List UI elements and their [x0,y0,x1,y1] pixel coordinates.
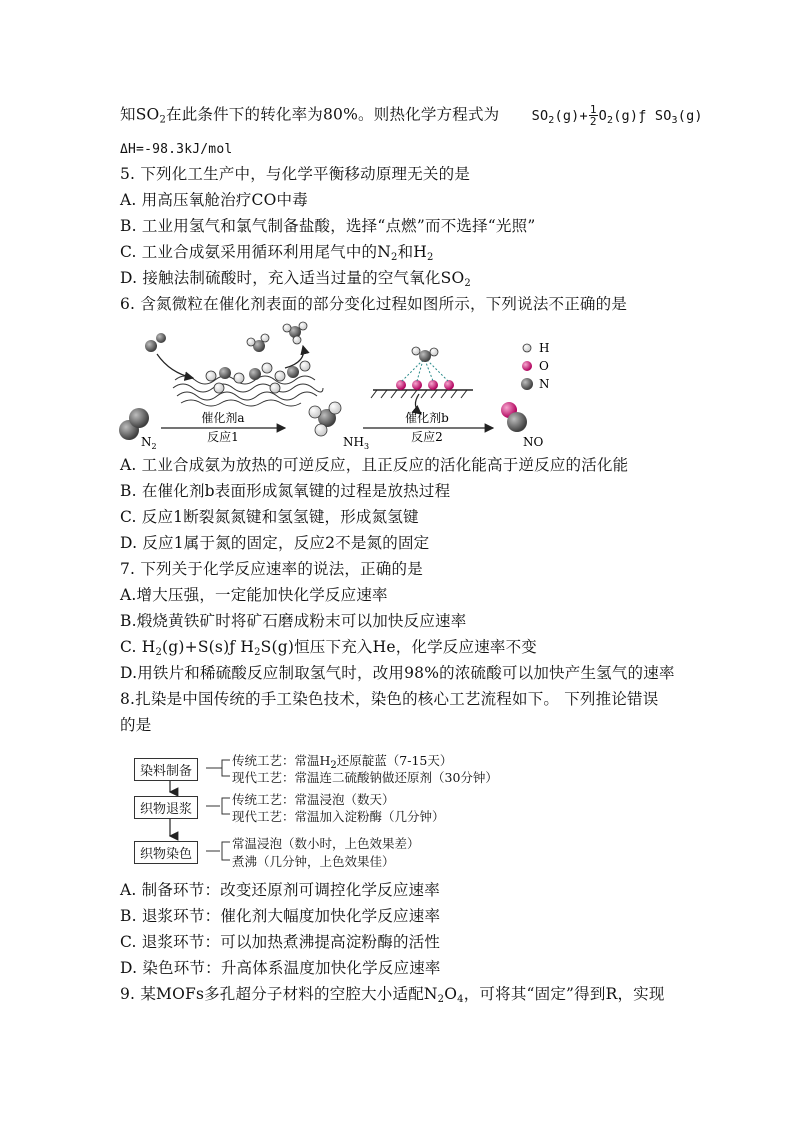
q8-option-a: A. 制备环节：改变还原剂可调控化学反应速率 [120,881,440,899]
flow-text-prep-modern: 现代工艺：常温连二硫酸钠做还原剂（30分钟） [232,770,498,785]
q7-option-a: A.增大压强，一定能加快化学反应速率 [120,586,388,604]
flow-text-prep-traditional: 传统工艺：常温$H_2$还原靛蓝（7-15天） [232,753,453,771]
fraction: $\frac{1}{2}$ [589,103,597,128]
label-reaction-2: 反应2 [411,430,443,444]
q8-stem-line1: 8.扎染是中国传统的手工染色技术，染色的核心工艺流程如下。 下列推论错误 [120,690,659,708]
thermo-equation: $SO_2(g)+$ $\frac{1}{2}$ $O_2(g)ƒ$ $SO_3(g)$ [531,103,703,128]
dye-process-flow [130,748,530,873]
legend [521,341,550,391]
intro-line: 知$SO_2$在此条件下的转化率为80%。则热化学方程式为 $SO_2(g)+$ $\frac{1}{2}$ $O_2(g)ƒ$ $SO_3(g)$ [120,103,703,128]
svg-text:O: O [539,359,549,373]
q7-stem: 7. 下列关于化学反应速率的说法，正确的是 [120,560,423,578]
svg-text:N: N [539,377,550,391]
q5-option-d: D. 接触法制硫酸时，充入适当过量的空气氧化$SO_2$ [120,269,471,289]
q5-option-b: B. 工业用氢气和氯气制备盐酸，选择“点燃”而不选择“光照” [120,217,536,235]
q8-option-c: C. 退浆环节：可以加热煮沸提高淀粉酶的活性 [120,933,441,951]
q6-option-a: A. 工业合成氨为放热的可逆反应，且正反应的活化能高于逆反应的活化能 [120,456,629,474]
q8-option-d: D. 染色环节：升高体系温度加快化学反应速率 [120,959,441,977]
label-catalyst-a: 催化剂a [201,411,245,425]
q6-stem: 6. 含氮微粒在催化剂表面的部分变化过程如图所示，下列说法不正确的是 [120,295,628,313]
label-n2: $N_2$ [141,435,157,450]
catalyst-figure [115,318,575,450]
adsorbed-atoms [206,361,310,393]
flow-text-dye-soak: 常温浸泡（数小时，上色效果差） [232,836,420,851]
svg-text:H: H [539,341,550,355]
q5-option-a: A. 用高压氧舱治疗CO中毒 [120,191,308,209]
flow-text-desize-traditional: 传统工艺：常温浸泡（数天） [232,792,395,807]
q7-option-b: B.煅烧黄铁矿时将矿石磨成粉末可以加快反应速率 [120,612,467,630]
q6-option-b: B. 在催化剂b表面形成氮氧键的过程是放热过程 [120,482,451,500]
q5-option-c: C. 工业合成氨采用循环利用尾气中的$N_2$和$H_2$ [120,243,434,263]
label-nh3: $NH_3$ [343,435,370,450]
q7-option-d: D.用铁片和稀硫酸反应制取氢气时，改用98%的浓硫酸可以加快产生氢气的速率 [120,664,675,682]
flow-text-desize-modern: 现代工艺：常温加入淀粉酶（几分钟） [232,809,445,824]
flow-box-desize: 织物退浆 [134,796,198,819]
q5-stem: 5. 下列化工生产中，与化学平衡移动原理无关的是 [120,165,471,183]
catalyst-a-surface [173,376,323,406]
q8-option-b: B. 退浆环节：催化剂大幅度加快化学反应速率 [120,907,441,925]
q9-stem: 9. 某MOFs多孔超分子材料的空腔大小适配$N_2O_4$，可将其“固定”得到R，实现 [120,985,665,1005]
label-no: NO [523,435,544,449]
catalyst-b-surface [371,347,473,414]
q6-option-d: D. 反应1属于氮的固定，反应2不是氮的固定 [120,534,430,552]
label-reaction-1: 反应1 [207,430,239,444]
flow-text-dye-boil: 煮沸（几分钟，上色效果佳） [232,854,395,869]
flow-box-prep: 染料制备 [134,758,198,781]
q7-option-c: C. $H_2(g)+S(s)ƒ$ $H_2S(g)$恒压下充入He，化学反应速率不变 [120,638,537,658]
flow-box-dye: 织物染色 [134,841,198,864]
enthalpy-line: ΔH=-98.3kJ/mol [120,142,233,157]
q6-option-c: C. 反应1断裂氮氮键和氢氢键，形成氮氢键 [120,508,419,526]
label-catalyst-b: 催化剂b [405,411,449,425]
q8-stem-line2: 的是 [120,716,152,734]
